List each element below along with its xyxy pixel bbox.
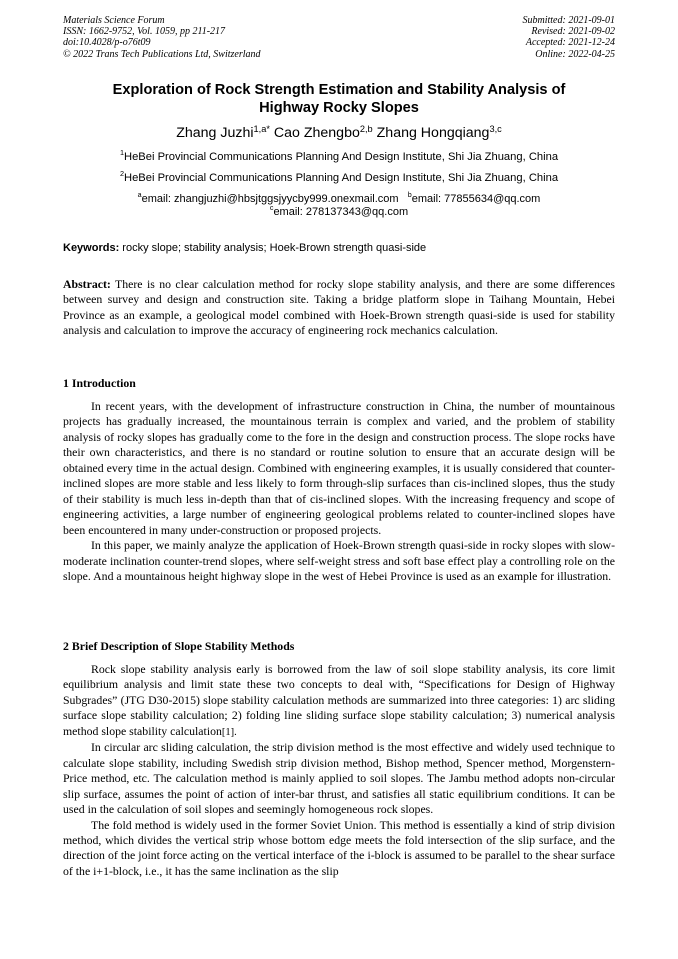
paper-title-line-1: Exploration of Rock Strength Estimation and Stability Analysis of bbox=[112, 82, 566, 98]
paragraph: In this paper, we mainly analyze the application of Hoek-Brown strength quasi-side in rocky slopes with slow-moderate inclination counter-trend slopes, where self-weight stress and soft base effect play a controlling role on the slope. And a mountainous height highway slope in the west of Hebei Province is used as an example for illustration. bbox=[63, 538, 615, 583]
affiliation-2 bbox=[63, 171, 615, 185]
submitted-date: Submitted: 2021-09-01 bbox=[522, 15, 615, 26]
doi-line: doi:10.4028/p-o76t09 bbox=[63, 37, 151, 49]
email-line-1 bbox=[63, 193, 615, 206]
keywords-label: Keywords: bbox=[63, 242, 120, 254]
paper-title bbox=[63, 81, 615, 117]
abstract-text: There is no clear calculation method for rocky slope stability analysis, and there are some differences between survey and design and construction site. Taking a bridge platform slope in Taihang Mountain, Hebei Province as an example, a geological model combined with Hoek-Brown strength quasi-side is used for stability analysis and calculation to improve the accuracy of engineering rock mechanics calculation. bbox=[63, 277, 615, 337]
email-b[interactable]: email: 77855634@qq.com bbox=[411, 193, 541, 205]
paragraph: The fold method is widely used in the former Soviet Union. This method is essentially a kind of strip division method, which divides the vertical strip whose bottom edge meets the fold intersection of the slip surface, and the direction of the joint force acting on the vertical interface of the i-block is assumed to be parallel to the shear surface of the i+1-block, i.e., it has the same inclination as the slip bbox=[63, 817, 615, 878]
email-c[interactable]: email: 278137343@qq.com bbox=[273, 206, 409, 218]
journal-header-right bbox=[523, 15, 616, 60]
author-sup: 3,c bbox=[489, 124, 502, 134]
paragraph bbox=[63, 662, 615, 740]
online-date: Online: 2022-04-25 bbox=[535, 48, 615, 60]
accepted-date: Accepted: 2021-12-24 bbox=[525, 37, 615, 49]
affiliation-sup: 2 bbox=[119, 169, 124, 178]
abstract bbox=[63, 277, 615, 338]
author-name: Zhang Juzhi bbox=[176, 125, 254, 141]
citation-ref[interactable]: [1]. bbox=[221, 726, 237, 738]
paper-title-line-2: Highway Rocky Slopes bbox=[259, 100, 419, 116]
abstract-label: Abstract: bbox=[63, 277, 111, 291]
paragraph-text: Rock slope stability analysis early is borrowed from the law of soil slope stability analysis, its core limit equilibrium analysis and limit state these two concepts to deal with, “Specifications for Design of Highway Subgrades” (JTG D30-2015) slope stability calculation methods are summarized into three categories: 1) arc sliding surface slope stability calculation; 2) folding line sliding surface slope stability calculation; 3) numerical analysis method slope stability calculation bbox=[63, 662, 615, 738]
issn-line: ISSN: 1662-9752, Vol. 1059, pp 211-217 bbox=[63, 26, 226, 38]
author-sup: 1,a* bbox=[253, 124, 270, 134]
paragraph: In circular arc sliding calculation, the strip division method is the most effective and widely used technique to calculate slope stability, including Swedish strip division method, Bishop method, Spencer method, Morgenstern-Price method, etc. The calculation method is mainly applied to soil slopes. The Jambu method adopts non-circular slip surface, assumes the point of action of inter-bar thrust, and satisfies all static equilibrium conditions. It can be used in the calculation of soil slopes and seemingly homogeneous rock slopes. bbox=[63, 740, 615, 817]
keywords bbox=[63, 241, 615, 255]
affiliation-sup: 1 bbox=[119, 148, 124, 157]
email-sup-c: c bbox=[269, 204, 274, 212]
section-methods-body bbox=[63, 662, 615, 879]
author-list bbox=[63, 124, 615, 142]
author-sup: 2,b bbox=[359, 124, 373, 134]
section-heading-introduction: 1 Introduction bbox=[63, 376, 136, 390]
email-line-2 bbox=[63, 206, 615, 219]
journal-header-left bbox=[63, 15, 261, 60]
email-sup-b: b bbox=[407, 191, 412, 199]
section-introduction-body bbox=[63, 399, 615, 584]
keywords-text: rocky slope; stability analysis; Hoek-Brown strength quasi-side bbox=[119, 242, 427, 254]
paragraph: In recent years, with the development of infrastructure construction in China, the number of mountainous projects has gradually increased, the mountainous terrain is complex and varied, and the problem of stability analysis of rocky slopes has gradually come to the fore in the design and construction process. The slope rocks have their own characteristics, and there is no standard or routine solution to ensure that an accurate design will be obtained every time in the actual design. Combined with engineering examples, it is usually considered that counter-inclined slopes are more stable and less likely to form through-slip surfaces than cis-inclined slopes, thus the study of their stability is much less in-depth than that of cis-inclined slopes. With the increasing frequency and scope of engineering activities, a large number of engineering geological problems related to counter-inclined slopes have been encountered in many under-construction or proposed projects. bbox=[63, 399, 615, 537]
journal-name: Materials Science Forum bbox=[63, 15, 165, 26]
author-name: Zhang Hongqiang bbox=[376, 125, 490, 141]
affiliation-text: HeBei Provincial Communications Planning And Design Institute, Shi Jia Zhuang, China bbox=[123, 151, 559, 163]
revised-date: Revised: 2021-09-02 bbox=[531, 26, 615, 38]
affiliation-text: HeBei Provincial Communications Planning And Design Institute, Shi Jia Zhuang, China bbox=[123, 172, 559, 184]
author-name: Cao Zhengbo bbox=[273, 125, 360, 141]
copyright-line: © 2022 Trans Tech Publications Ltd, Switzerland bbox=[63, 48, 261, 60]
section-heading-methods: 2 Brief Description of Slope Stability Methods bbox=[63, 639, 295, 653]
affiliation-1 bbox=[63, 150, 615, 164]
email-sup-a: a bbox=[137, 191, 142, 199]
email-a[interactable]: email: zhangjuzhi@hbsjtggsjyycby999.onexmail.com bbox=[141, 193, 399, 205]
